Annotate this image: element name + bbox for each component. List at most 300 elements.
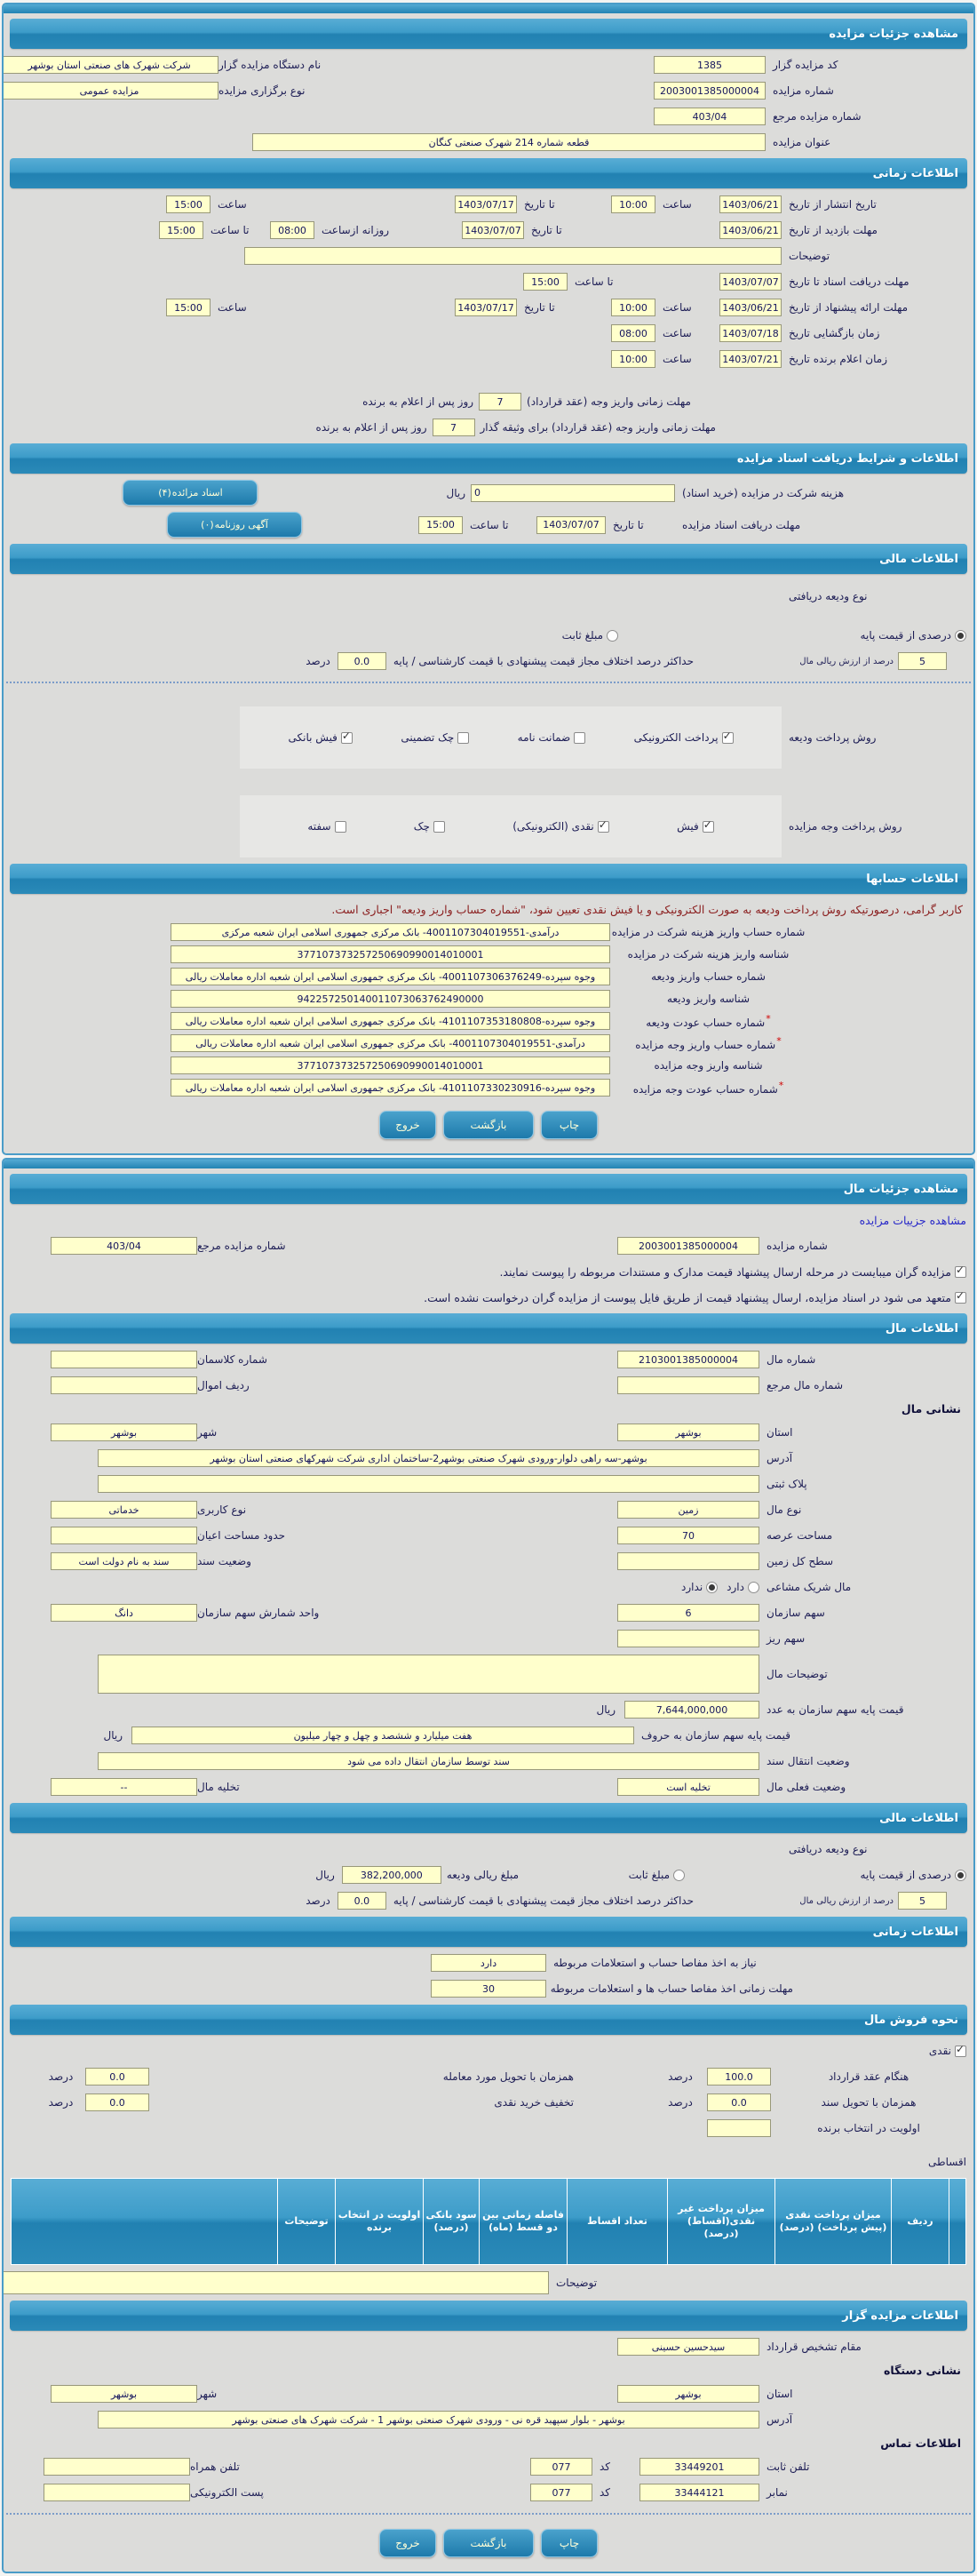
hour-label: ساعت	[218, 301, 247, 314]
bank-receipt-checkbox[interactable]	[341, 732, 353, 744]
plate-no-field[interactable]	[98, 1475, 759, 1493]
table-col-priority: اولویت در انتخاب برنده	[336, 2179, 423, 2264]
offer-to-date-field[interactable]: 1403/07/17	[455, 299, 517, 316]
auction-type-label: نوع برگزاری مزایده	[218, 84, 306, 97]
at-deed-delivery-field[interactable]: 0.0	[707, 2093, 771, 2111]
certified-cheque-checkbox[interactable]	[457, 732, 469, 744]
panel1-buttons	[4, 1111, 973, 1139]
fund-id-field[interactable]: 377107373257250690990014010001	[171, 1057, 610, 1074]
row-winner-priority	[11, 2118, 966, 2138]
guarantor-payment-days-field[interactable]: 7	[433, 419, 475, 436]
percent-unit-label: درصد	[306, 655, 330, 667]
auction-no-field[interactable]: 2003001385000004	[654, 82, 766, 100]
guarantor-payment-deadline-label: مهلت زمانی واریز وجه (عقد قرارداد) برای وثیقه گذار	[480, 421, 716, 434]
deposit-type-label: نوع ودیعه دریافتی	[789, 590, 868, 602]
asset-no-field[interactable]: 2103001385000004	[617, 1351, 759, 1368]
guarantee-letter-checkbox[interactable]	[574, 732, 585, 744]
docs-receive-date-field[interactable]: 1403/07/07	[536, 516, 606, 534]
clearance-duration-label: مهلت زمانی اخذ مفاصا حساب ها و استعلامات مربوطه	[550, 1982, 793, 1995]
asset-no-label: شماره مال	[767, 1353, 816, 1366]
section-title: اطلاعات مال	[885, 1321, 958, 1336]
auction-ref-field[interactable]: 403/04	[51, 1237, 197, 1255]
deposit-percent-field[interactable]: 5	[898, 652, 947, 670]
max-diff-label: حداکثر درصد اختلاف مجاز قیمت پیشنهادی با قیمت کارشناسی / پایه	[393, 1894, 694, 1907]
row-area	[11, 1526, 966, 1545]
required-asterisk: *	[778, 1080, 784, 1091]
sub-share-field[interactable]	[617, 1630, 759, 1647]
asset-address-label: آدرس	[767, 1452, 793, 1464]
asset-type-label: نوع مال	[767, 1503, 802, 1516]
row-org-share	[11, 1603, 966, 1623]
cash-sale-checkbox[interactable]	[955, 2046, 966, 2057]
cash-electronic-label: نقدی (الکترونیکی)	[512, 820, 594, 833]
row-phone	[11, 2457, 966, 2476]
auction-documents-button[interactable]	[123, 480, 258, 506]
row-deposit-id	[4, 990, 973, 1008]
class-no-label: شماره کلاسمان	[197, 1353, 267, 1366]
section-header-time-info-2	[10, 1917, 967, 1947]
row-sale-description	[11, 2271, 966, 2294]
deposit-account-label: شماره حساب واریز ودیعه	[651, 970, 766, 983]
section-title: اطلاعات و شرایط دریافت اسناد مزایده	[736, 451, 958, 466]
dept-province-field[interactable]: بوشهر	[617, 2385, 759, 2403]
section-header-asset-info	[10, 1313, 967, 1344]
area-code-label: کد	[600, 2460, 611, 2473]
base-price-words-field[interactable]: هفت میلیارد و ششصد و چهل و چهار میلیون	[131, 1727, 634, 1744]
row-asset-description	[11, 1655, 966, 1694]
percent-of-base-radio[interactable]	[955, 1870, 966, 1881]
percent-unit-label: درصد	[668, 2070, 693, 2083]
participation-fee-field[interactable]: 0	[471, 484, 675, 502]
option-bank-receipt	[288, 731, 352, 744]
shared-ownership-label: مال شریک مشاعی	[767, 1581, 852, 1593]
email-field[interactable]	[44, 2484, 190, 2501]
option-receipt	[677, 820, 714, 833]
table-col-cash-payment: میزان پرداخت نقدی (پیش پرداخت) (درصد)	[775, 2179, 891, 2264]
auction-details-link[interactable]: مشاهده جزییات مزایده	[859, 1213, 966, 1227]
winner-date-field[interactable]: 1403/07/21	[719, 350, 782, 368]
guarantee-letter-label: ضمانت نامه	[517, 731, 571, 744]
row-deposit-type-label	[11, 586, 966, 606]
row-plate-no	[11, 1474, 966, 1494]
fixed-amount-radio[interactable]	[607, 630, 618, 642]
cheque-label: چک	[413, 820, 430, 833]
option-cash-electronic	[512, 820, 609, 833]
account-fee-id-label: شناسه واریز هزینه شرکت در مزایده	[627, 948, 790, 961]
deposit-percent-label: درصد از ارزش ریالی مال	[799, 1895, 894, 1906]
evacuation-field[interactable]: --	[51, 1778, 197, 1796]
clearance-need-field[interactable]: دارد	[431, 1954, 546, 1972]
exit-button[interactable]: خروج	[379, 1111, 436, 1139]
row-deposit-type-options	[11, 626, 966, 645]
deed-transfer-field[interactable]: سند توسط سازمان انتقال داده می شود	[98, 1752, 759, 1770]
fund-return-account-field[interactable]: وجوه سپرده-4101107330230916- بانک مرکزی جمهوری اسلامی ایران شعبه اداره معاملات ریالی	[171, 1079, 610, 1097]
table-col-row-no: ردیف	[892, 2179, 949, 2264]
row-current-status	[11, 1777, 966, 1797]
city-label: شهر	[197, 1426, 218, 1439]
dept-address-label: آدرس	[767, 2413, 793, 2426]
print-button[interactable]: چاپ	[541, 2529, 598, 2557]
deposit-payment-options	[240, 706, 782, 769]
percent-of-base-radio[interactable]	[955, 630, 966, 642]
winner-priority-label: اولویت در انتخاب برنده	[817, 2122, 920, 2134]
percent-of-base-label: درصدی از قیمت پایه	[860, 629, 951, 642]
row-asset-ref-row	[11, 1376, 966, 1395]
row-attach-docs-statement	[11, 1262, 966, 1281]
docs-deadline-time-field[interactable]: 15:00	[523, 273, 568, 291]
asset-address-field[interactable]: بوشهر-سه راهی دلوار-ورودی شهرک صنعتی بوشهر2-ساختمان اداری شرکت شهرکهای صنعتی استان بوشهر	[98, 1449, 759, 1467]
phone-code-field[interactable]: 077	[530, 2458, 592, 2476]
to-date-label: تا تاریخ	[531, 224, 562, 236]
max-diff-label: حداکثر درصد اختلاف مجاز قیمت پیشنهادی با قیمت کارشناسی / پایه	[393, 655, 694, 667]
row-bidder-code-org	[11, 55, 966, 75]
share-unit-field[interactable]: دانگ	[51, 1604, 197, 1622]
current-status-field[interactable]: تخلیه است	[617, 1778, 759, 1796]
section-header-financial-2	[10, 1803, 967, 1833]
visit-from-date-field[interactable]: 1403/06/21	[719, 221, 782, 239]
row-winner-announce-time	[11, 349, 966, 369]
cheque-checkbox[interactable]	[433, 821, 445, 833]
hour-label: ساعت	[663, 301, 692, 314]
back-button[interactable]: بازگشت	[443, 2529, 534, 2557]
org-share-field[interactable]: 6	[617, 1604, 759, 1622]
deposit-amount-field[interactable]: 382,200,000	[342, 1866, 441, 1884]
total-land-label: سطح کل زمین	[767, 1555, 834, 1567]
row-contract-officer	[11, 2337, 966, 2357]
section-title: مشاهده جزئیات مال	[843, 1182, 958, 1196]
asset-address-heading: نشانی مال	[901, 1402, 961, 1416]
rial-unit-label: ریال	[596, 1703, 616, 1716]
table-col-description: توضیحات	[278, 2179, 335, 2264]
newspaper-ad-count: (۰)	[201, 519, 214, 530]
promissory-note-checkbox[interactable]	[335, 821, 346, 833]
org-name-field[interactable]: شرکت شهرک های صنعتی استان بوشهر	[2, 56, 218, 74]
province-label: استان	[767, 1426, 793, 1439]
section-title: مشاهده جزئیات مزایده	[829, 27, 958, 41]
at-delivery-field[interactable]: 0.0	[85, 2068, 149, 2086]
deposit-percent-label: درصد از ارزش ریالی مال	[799, 656, 894, 666]
contact-info-heading: اطلاعات تماس	[880, 2436, 961, 2450]
winner-priority-field[interactable]	[707, 2119, 771, 2137]
row-auction-ref	[11, 107, 966, 126]
province-label: استان	[767, 2388, 793, 2400]
dept-city-field[interactable]: بوشهر	[51, 2385, 197, 2403]
visit-time-to-field[interactable]: 15:00	[159, 221, 203, 239]
deposit-return-account-field[interactable]: وجوه سپرده-4101107353180808- بانک مرکزی جمهوری اسلامی ایران شعبه اداره معاملات ریالی	[171, 1012, 610, 1030]
offer-from-time-field[interactable]: 10:00	[611, 299, 655, 316]
row-auction-no-ref	[11, 1236, 966, 1256]
row-contract-payment-deadline	[11, 392, 966, 411]
row-auction-details-link	[11, 1210, 966, 1230]
email-label: پست الکترونیکی	[190, 2486, 264, 2499]
land-area-label: مساحت عرصه	[767, 1529, 833, 1542]
row-docs-receive-deadline	[11, 512, 966, 538]
fund-payment-options	[240, 795, 782, 857]
visit-from-label: مهلت بازدید از تاریخ	[789, 224, 878, 236]
at-contract-label: هنگام عقد قرارداد	[828, 2070, 909, 2083]
row-docs-deadline	[11, 272, 966, 291]
mobile-field[interactable]	[44, 2458, 190, 2476]
section-header-accounts	[10, 864, 967, 894]
electronic-payment-checkbox[interactable]	[722, 732, 734, 744]
fax-code-field[interactable]: 077	[530, 2484, 592, 2501]
back-button[interactable]: بازگشت	[443, 1111, 534, 1139]
table-col-installment-count: تعداد اقساط	[568, 2179, 667, 2264]
section-title: اطلاعات زمانی	[872, 166, 958, 180]
usage-type-field[interactable]: خدماتی	[51, 1501, 197, 1519]
electronic-payment-label: پرداخت الکترونیکی	[633, 731, 719, 744]
section-title: نحوه فروش مال	[864, 2013, 958, 2027]
bank-receipt-label: فیش بانکی	[288, 731, 338, 744]
docs-deadline-label: مهلت دریافت اسناد تا تاریخ	[789, 275, 909, 288]
section-header-auction-details	[10, 19, 967, 49]
cash-discount-field[interactable]: 0.0	[85, 2093, 149, 2111]
row-offer-dates	[11, 298, 966, 317]
receipt-checkbox[interactable]	[703, 821, 714, 833]
phone-label: تلفن ثابت	[767, 2460, 810, 2473]
deed-transfer-label: وضعیت انتقال سند	[767, 1755, 850, 1767]
max-diff-field[interactable]: 0.0	[338, 652, 386, 670]
required-asterisk: *	[766, 1013, 771, 1025]
offer-to-time-field[interactable]: 15:00	[166, 299, 210, 316]
asset-type-field[interactable]: زمین	[617, 1501, 759, 1519]
shared-yes-radio[interactable]	[748, 1582, 759, 1593]
print-button[interactable]: چاپ	[541, 1111, 598, 1139]
city-field[interactable]: بوشهر	[51, 1424, 197, 1441]
newspaper-ad-button-label: آگهی روزنامه	[214, 519, 268, 530]
visit-time-from-field[interactable]: 08:00	[270, 221, 314, 239]
shared-yes-label: دارد	[727, 1581, 744, 1593]
percent-of-base-label: درصدی از قیمت پایه	[860, 1869, 951, 1881]
row-clearance-duration	[11, 1979, 966, 1998]
row-opening-time	[11, 323, 966, 343]
publish-from-label: تاریخ انتشار از تاریخ	[789, 198, 877, 211]
auction-ref-label: شماره مزایده مرجع	[773, 110, 862, 123]
deed-status-label: وضعیت سند	[197, 1555, 251, 1567]
section-header-sale-method	[10, 2005, 967, 2035]
hour-label: ساعت	[663, 198, 692, 211]
docs-receive-time-field[interactable]: 15:00	[418, 516, 463, 534]
row-base-price-number	[11, 1700, 966, 1719]
auction-ref-field[interactable]: 403/04	[654, 108, 766, 125]
usage-type-label: نوع کاربری	[197, 1503, 247, 1516]
sub-share-label: سهم ریز	[767, 1632, 806, 1645]
auction-details-panel	[2, 3, 975, 1155]
asset-ref-label: شماره مال مرجع	[767, 1379, 844, 1392]
installment-label: اقساطی	[928, 2156, 966, 2168]
row-account-fee-deposit	[4, 923, 973, 941]
hour-label: ساعت	[663, 327, 692, 339]
table-col-bank-interest: سود بانکی (درصد)	[424, 2179, 479, 2264]
row-shared-ownership	[11, 1577, 966, 1597]
row-fax-email	[11, 2483, 966, 2502]
deposit-id-field[interactable]: 942257250140011073063762490000	[171, 990, 610, 1008]
row-deposit-account	[4, 968, 973, 985]
panel2-buttons	[4, 2529, 973, 2557]
newspaper-ad-button[interactable]	[167, 512, 302, 538]
cash-sale-label: نقدی	[928, 2045, 951, 2057]
row-time-description	[11, 246, 966, 266]
fixed-amount-label: مبلغ ثابت	[561, 629, 603, 642]
row-deposit-percent-2	[11, 1891, 966, 1910]
percent-unit-label: درصد	[668, 2096, 693, 2109]
auction-type-field[interactable]: مزایده عمومی	[2, 82, 218, 100]
visit-to-date-field[interactable]: 1403/07/07	[462, 221, 524, 239]
attach-docs-checkbox[interactable]	[955, 1266, 966, 1278]
deposit-account-field[interactable]: وجوه سپرده-4001107306376249- بانک مرکزی جمهوری اسلامی ایران شعبه اداره معاملات ریالی	[171, 968, 610, 985]
account-fee-deposit-label: شماره حساب واریز هزینه شرکت در مزایده	[611, 926, 806, 938]
bidder-code-field[interactable]: 1385	[654, 56, 766, 74]
account-fee-deposit-field[interactable]: درآمدی-4001107304019551- بانک مرکزی جمهوری اسلامی ایران شعبه مرکزی	[171, 923, 610, 941]
days-after-winner-label: روز پس از اعلام به برنده	[315, 421, 427, 434]
to-hour-label: تا ساعت	[575, 275, 614, 288]
to-date-label: تا تاریخ	[613, 518, 644, 531]
clearance-duration-field[interactable]: 30	[431, 1980, 546, 1998]
mobile-label: تلفن همراه	[190, 2460, 240, 2473]
to-date-label: تا تاریخ	[524, 198, 555, 211]
cash-electronic-checkbox[interactable]	[598, 821, 609, 833]
row-guarantor-payment-deadline	[11, 418, 966, 437]
dept-address-field[interactable]: بوشهر - بلوار سپهبد قره نی - ورودی شهرک صنعتی بوشهر 1 - شرکت شهرک های صنعتی بوشهر	[98, 2411, 759, 2428]
asset-row-label: ردیف اموال	[197, 1379, 250, 1392]
shared-no-radio[interactable]	[706, 1582, 718, 1593]
offer-from-date-field[interactable]: 1403/06/21	[719, 299, 782, 316]
section-header-docs-terms	[10, 443, 967, 474]
deposit-percent-field[interactable]: 5	[898, 1892, 947, 1910]
auction-no-field[interactable]: 2003001385000004	[617, 1237, 759, 1255]
row-cash-sale	[11, 2041, 966, 2061]
department-address-heading: نشانی دستگاه	[884, 2364, 961, 2377]
receipt-label: فیش	[677, 820, 699, 833]
auction-title-field[interactable]: قطعه شماره 214 شهرک صنعتی کنگان	[252, 133, 766, 151]
province-field[interactable]: بوشهر	[617, 1424, 759, 1441]
row-publish-dates	[11, 195, 966, 214]
exit-button[interactable]: خروج	[379, 2529, 436, 2557]
asset-description-field[interactable]	[98, 1655, 759, 1694]
auction-documents-count: (۴)	[158, 487, 171, 498]
row-dept-province-city	[11, 2384, 966, 2404]
row-participation-fee	[11, 480, 966, 506]
row-deposit-percent	[11, 651, 966, 671]
winner-time-field[interactable]: 10:00	[611, 350, 655, 368]
row-fund-account	[4, 1034, 973, 1052]
building-area-field[interactable]	[51, 1527, 197, 1544]
total-land-field[interactable]	[617, 1552, 759, 1570]
option-cheque	[414, 820, 445, 833]
sale-description-field[interactable]	[2, 2271, 549, 2294]
fund-account-field[interactable]: درآمدی-4001107304019551- بانک مرکزی جمهوری اسلامی ایران شعبه اداره معاملات ریالی	[171, 1034, 610, 1052]
org-name-label: نام دستگاه مزایده گزار	[218, 59, 322, 71]
auction-documents-button-label: اسناد مزائده	[171, 487, 223, 498]
fixed-amount-radio[interactable]	[673, 1870, 685, 1881]
base-price-number-label: قیمت پایه سهم سازمان به عدد	[767, 1703, 904, 1716]
row-auction-no-type	[11, 81, 966, 100]
opening-time-field[interactable]: 08:00	[611, 324, 655, 342]
time-description-field[interactable]	[244, 247, 782, 265]
opening-date-field[interactable]: 1403/07/18	[719, 324, 782, 342]
option-promissory-note	[307, 820, 346, 833]
section-title: اطلاعات زمانی	[872, 1925, 958, 1939]
fund-account-label: *شماره حساب واریز وجه مزایده	[635, 1035, 782, 1051]
panel-top-strip	[4, 1160, 973, 1168]
asset-description-label: توضیحات مال	[767, 1668, 828, 1680]
dotted-divider	[6, 2513, 971, 2515]
fixed-amount-label: مبلغ ثابت	[628, 1869, 670, 1881]
table-col-noncash-payment: میزان پرداخت غیر نقدی(اقساط) (درصد)	[668, 2179, 774, 2264]
row-asset-address	[11, 1448, 966, 1468]
percent-unit-label: درصد	[306, 1894, 330, 1907]
days-after-winner-label: روز پس از اعلام به برنده	[362, 395, 474, 408]
winner-date-label: زمان اعلام برنده تاریخ	[789, 353, 887, 365]
fax-field[interactable]: 33444121	[639, 2484, 759, 2501]
account-fee-id-field[interactable]: 377107373257250690990014010001	[171, 945, 610, 963]
contract-payment-days-field[interactable]: 7	[479, 393, 521, 411]
publish-to-date-field[interactable]: 1403/07/17	[455, 195, 517, 213]
hour-label: ساعت	[663, 353, 692, 365]
deposit-return-account-label: *شماره حساب عودت ودیعه	[646, 1013, 771, 1029]
row-clearance-need	[11, 1953, 966, 1973]
deposit-amount-label: مبلغ ریالی ودیعه	[446, 1869, 519, 1881]
base-price-words-label: قیمت پایه سهم سازمان به حروف	[641, 1729, 790, 1742]
contract-officer-label: مقام تشخیص قرارداد	[767, 2341, 862, 2353]
deed-status-field[interactable]: سند به نام دولت است	[51, 1552, 197, 1570]
asset-row-field[interactable]	[51, 1376, 197, 1394]
row-auction-title	[11, 132, 966, 152]
installment-table-header	[11, 2178, 966, 2265]
row-fund-id	[4, 1057, 973, 1074]
contract-payment-deadline-label: مهلت زمانی واریز وجه (عقد قرارداد)	[527, 395, 691, 408]
base-price-number-field[interactable]: 7,644,000,000	[624, 1701, 759, 1719]
publish-from-time-field[interactable]: 10:00	[611, 195, 655, 213]
row-asset-no-class	[11, 1350, 966, 1369]
to-hour-label: تا ساعت	[470, 518, 509, 531]
docs-deadline-date-field[interactable]: 1403/07/07	[719, 273, 782, 291]
phone-field[interactable]: 33449201	[639, 2458, 759, 2476]
at-delivery-label: همزمان با تحویل مورد معامله	[442, 2070, 574, 2083]
option-certified-cheque	[401, 731, 469, 744]
accounts-notice: کاربر گرامی، درصورتیکه روش پرداخت ودیعه به صورت الکترونیکی و یا فیش نقدی تعیین شود، "شماره حساب واریز ودیعه" اجباری است.	[331, 903, 963, 916]
hour-label: ساعت	[218, 198, 247, 211]
land-area-field[interactable]: 70	[617, 1527, 759, 1544]
panel-top-strip	[4, 4, 973, 13]
asset-details-panel	[2, 1158, 975, 2573]
required-asterisk: *	[776, 1035, 782, 1047]
contract-officer-field[interactable]: سیدحسین حسینی	[617, 2338, 759, 2356]
auction-no-label: شماره مزایده	[773, 84, 834, 97]
max-diff-field[interactable]: 0.0	[338, 1892, 386, 1910]
certified-cheque-label: چک تضمینی	[401, 731, 455, 744]
row-base-price-words	[11, 1726, 966, 1745]
publish-from-date-field[interactable]: 1403/06/21	[719, 195, 782, 213]
section-title: اطلاعات حسابها	[866, 872, 958, 886]
row-land-deed	[11, 1551, 966, 1571]
fund-id-label: شناسه واریز وجه مزایده	[654, 1059, 763, 1072]
to-hour-label: تا ساعت	[210, 224, 250, 236]
at-contract-field[interactable]: 100.0	[707, 2068, 771, 2086]
asset-ref-field[interactable]	[617, 1376, 759, 1394]
fund-payment-method-label: روش پرداخت وجه مزایده	[789, 820, 902, 833]
area-code-label: کد	[600, 2486, 611, 2499]
publish-to-time-field[interactable]: 15:00	[166, 195, 210, 213]
class-no-field[interactable]	[51, 1351, 197, 1368]
row-contract-delivery-percent	[11, 2067, 966, 2086]
org-share-label: سهم سازمان	[767, 1607, 825, 1619]
no-file-checkbox[interactable]	[955, 1292, 966, 1304]
row-asset-province-city	[11, 1423, 966, 1442]
shared-no-label: ندارد	[681, 1581, 703, 1593]
cash-discount-label: تخفیف خرید نقدی	[494, 2096, 574, 2109]
docs-receive-deadline-label: مهلت دریافت اسناد مزایده	[682, 518, 801, 531]
